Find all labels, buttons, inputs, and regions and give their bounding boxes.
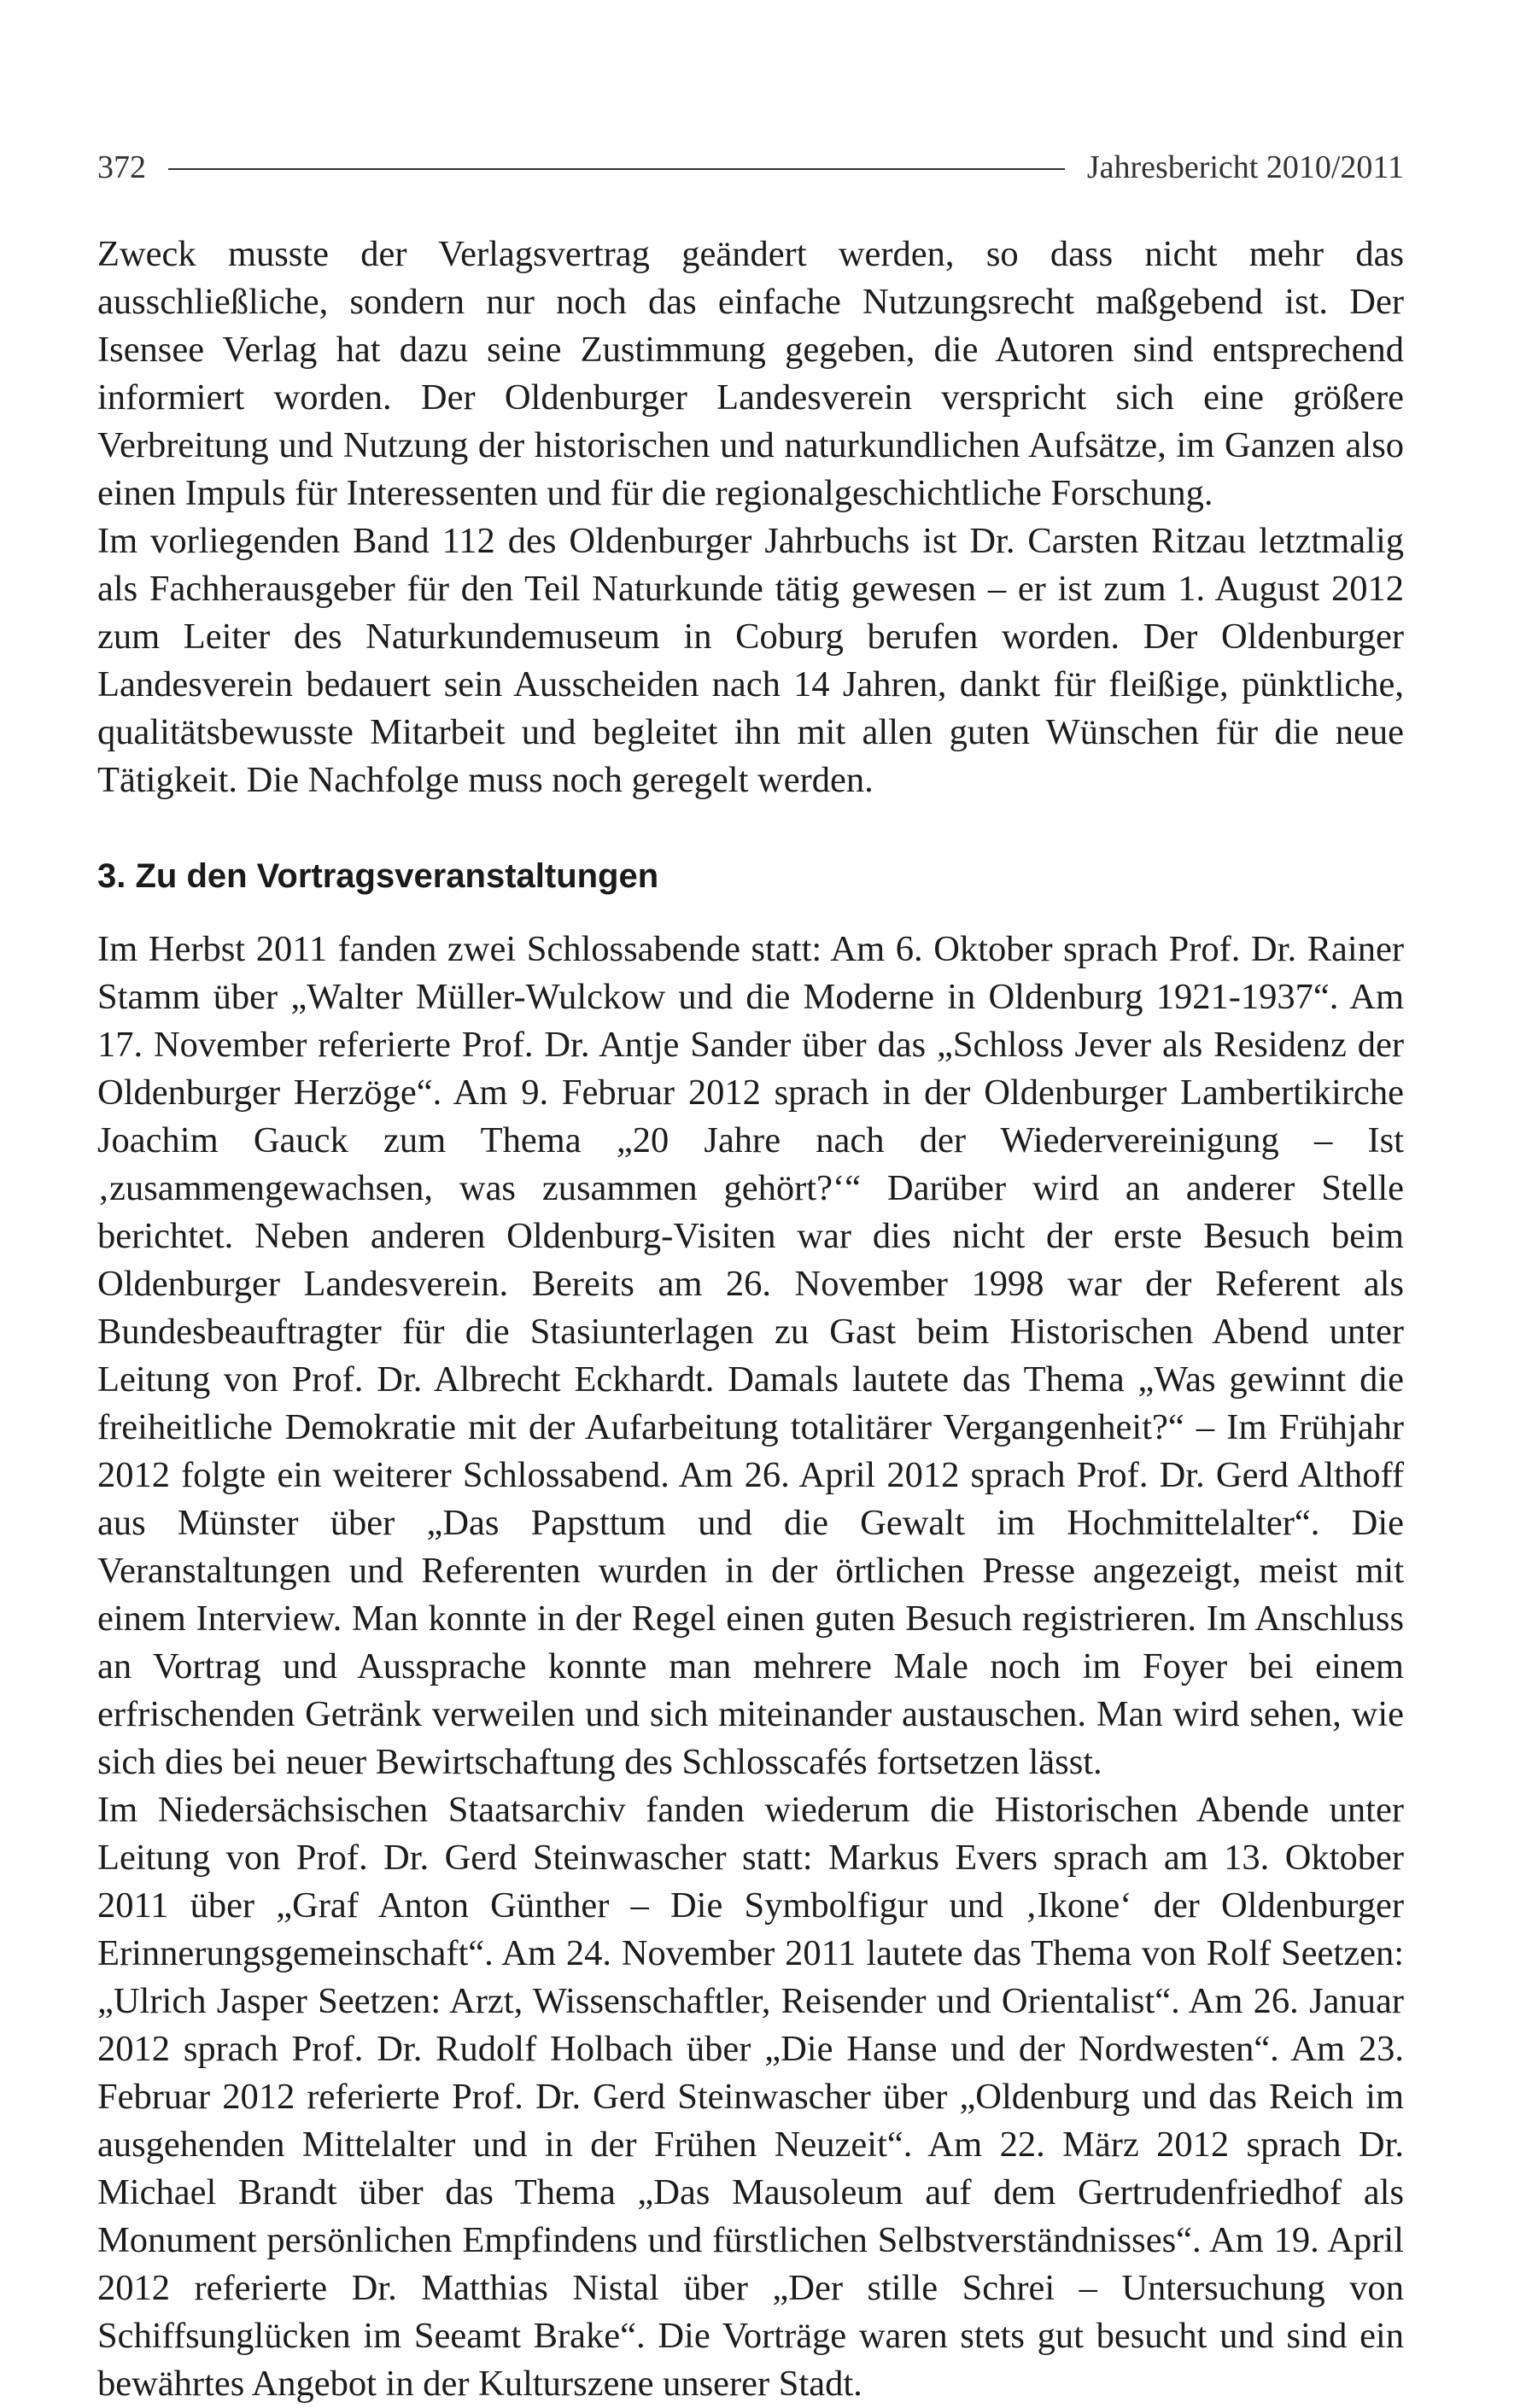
paragraph-historical-evenings: Im Niedersächsischen Staatsarchiv fanden wiederum die Historischen Abende unter Leitung von Prof. Dr. Gerd Steinwascher statt: Markus Evers sprach am 13. Oktober 2011 über „Graf Anton Günther – Die Symbolfigur und ‚Ikone‘ der Oldenburger Erinnerungsgemeinschaft“. Am 24. November 2011 lautete das Thema von Rolf Seetzen: „Ulrich Jasper Seetzen: Arzt, Wissenschaftler, Reisender und Orientalist“. Am 26. Januar 2012 sprach Prof. Dr. Rudolf Holbach über „Die Hanse und der Nordwesten“. Am 23. Februar 2012 referierte Prof. Dr. Gerd Steinwascher über „Oldenburg und das Reich im ausgehenden Mittelalter und in der Frühen Neuzeit“. Am 22. März 2012 sprach Dr. Michael Brandt über das Thema „Das Mausoleum auf dem Gertrudenfriedhof als Monument persönlichen Empfindens und fürstlichen Selbstverständnisses“. Am 19. April 2012 referierte Dr. Matthias Nistal über „Der stille Schrei – Untersuchung von Schiffsunglücken im Seeamt Brake“. Die Vorträge waren stets gut besucht und sind ein bewährtes Angebot in der Kulturszene unserer Stadt. [97,1790,1404,2404]
paragraph-castle-evenings: Im Herbst 2011 fanden zwei Schlossabende statt: Am 6. Oktober sprach Prof. Dr. Rainer Stamm über „Walter Müller-Wulckow und die Moderne in Oldenburg 1921-1937“. Am 17. November referierte Prof. Dr. Antje Sander über das „Schloss Jever als Residenz der Oldenburger Herzöge“. Am 9. Februar 2012 sprach in der Oldenburger Lambertikirche Joachim Gauck zum Thema „20 Jahre nach der Wiedervereinigung – Ist ‚zusammengewachsen, was zusammen gehört?‘“ Darüber wird an anderer Stelle berichtet. Neben anderen Oldenburg-Visiten war dies nicht der erste Besuch beim Oldenburger Landesverein. Bereits am 26. November 1998 war der Referent als Bundesbeauftragter für die Stasiunterlagen zu Gast beim Historischen Abend unter Leitung von Prof. Dr. Albrecht Eckhardt. Damals lautete das Thema „Was gewinnt die freiheitliche Demokratie mit der Aufarbeitung totalitärer Vergangenheit?“ – Im Frühjahr 2012 folgte ein weiterer Schlossabend. Am 26. April 2012 sprach Prof. Dr. Gerd Althoff aus Münster über „Das Papsttum und die Gewalt im Hochmittelalter“. Die Veranstaltungen und Referenten wurden in der örtlichen Presse angezeigt, meist mit einem Interview. Man konnte in der Regel einen guten Besuch registrieren. Im Anschluss an Vortrag und Aussprache konnte man mehrere Male noch im Foyer bei einem erfrischenden Getränk verweilen und sich miteinander austauschen. Man wird sehen, wie sich dies bei neuer Bewirtschaftung des Schlosscafés fortsetzen lässt. [97,929,1404,1782]
paragraph-editor-change: Im vorliegenden Band 112 des Oldenburger Jahrbuchs ist Dr. Carsten Ritzau letztmalig als Fachherausgeber für den Teil Naturkunde tätig gewesen – er ist zum 1. August 2012 zum Leiter des Naturkundemuseum in Coburg berufen worden. Der Oldenburger Landesverein bedauert sein Ausscheiden nach 14 Jahren, dankt für fleißige, pünktliche, qualitätsbewusste Mitarbeit und begleitet ihn mit allen guten Wünschen für die neue Tätigkeit. Die Nachfolge muss noch geregelt werden. [97,521,1404,800]
page-number: 372 [97,149,146,185]
paragraph-publishing-contract: Zweck musste der Verlagsvertrag geändert werden, so dass nicht mehr das ausschließliche, sondern nur noch das einfache Nutzungsrecht maßgebend ist. Der Isensee Verlag hat dazu seine Zustimmung gegeben, die Autoren sind entsprechend informiert worden. Der Oldenburger Landesverein verspricht sich eine größere Verbreitung und Nutzung der historischen und naturkundlichen Aufsätze, im Ganzen also einen Impuls für Interessenten und für die regionalgeschichtliche Forschung. [97,234,1404,513]
header-rule [168,168,1065,170]
running-title: Jahresbericht 2010/2011 [1086,149,1404,185]
page-body [97,231,1404,2408]
section-heading: 3. Zu den Vortragsveranstaltungen [97,857,659,895]
running-header [97,142,1404,193]
